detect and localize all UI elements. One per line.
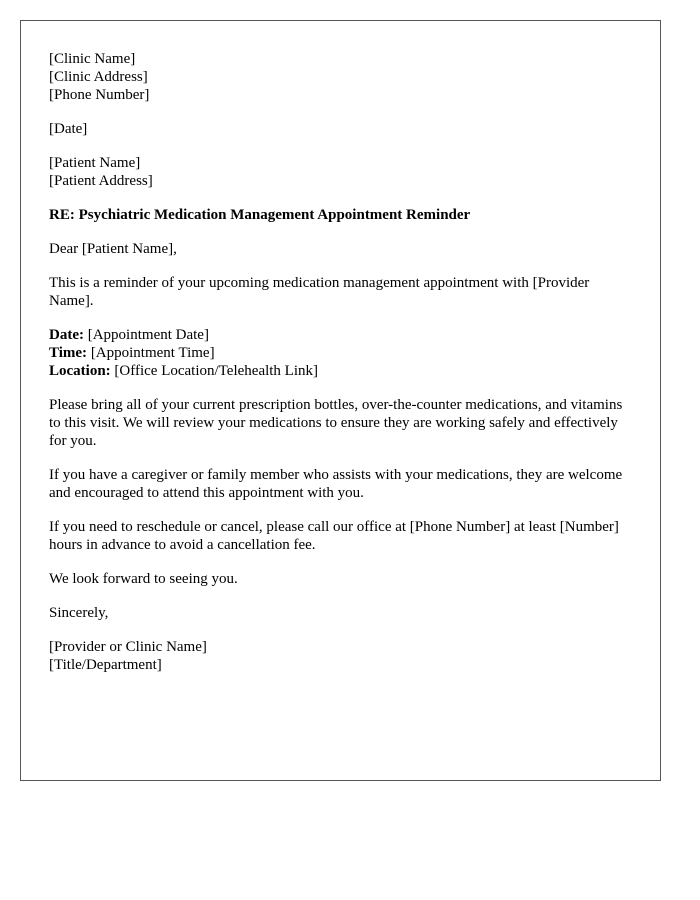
appointment-time-label: Time: <box>49 345 88 361</box>
appointment-time-row <box>49 344 632 362</box>
clinic-address: [Clinic Address] <box>49 69 148 85</box>
sender-block <box>49 50 632 104</box>
signature-block <box>49 638 632 674</box>
appointment-time-value: [Appointment Time] <box>87 345 215 361</box>
bring-medications-paragraph: Please bring all of your current prescription bottles, over-the-counter medications, and vitamins to this visit. We will review your medications to ensure they are working safely and effectively for you. <box>49 397 623 449</box>
appointment-location-value: [Office Location/Telehealth Link] <box>110 363 319 379</box>
intro-paragraph: This is a reminder of your upcoming medication management appointment with [Provider Name]. <box>49 275 590 309</box>
sign-off: Sincerely, <box>49 605 109 621</box>
caregiver-paragraph: If you have a caregiver or family member who assists with your medications, they are welcome and encouraged to attend this appointment with you. <box>49 467 623 501</box>
appointment-location-row <box>49 362 632 380</box>
letter-date: [Date] <box>49 121 88 137</box>
signature-title: [Title/Department] <box>49 657 162 673</box>
recipient-block <box>49 154 632 190</box>
appointment-date-value: [Appointment Date] <box>83 327 209 343</box>
appointment-date-label: Date: <box>49 327 84 343</box>
clinic-phone: [Phone Number] <box>49 87 150 103</box>
appointment-details <box>49 326 632 380</box>
patient-address: [Patient Address] <box>49 173 153 189</box>
closing-line: We look forward to seeing you. <box>49 571 238 587</box>
letter-page <box>20 20 661 781</box>
subject-line: RE: Psychiatric Medication Management Appointment Reminder <box>49 207 471 223</box>
reschedule-paragraph: If you need to reschedule or cancel, please call our office at [Phone Number] at least [Number] hours in advance to avoid a cancellation fee. <box>49 519 619 553</box>
clinic-name: [Clinic Name] <box>49 51 136 67</box>
salutation: Dear [Patient Name], <box>49 241 177 257</box>
patient-name: [Patient Name] <box>49 155 141 171</box>
appointment-date-row <box>49 326 632 344</box>
signature-name: [Provider or Clinic Name] <box>49 639 207 655</box>
appointment-location-label: Location: <box>49 363 111 379</box>
date-block <box>49 120 632 138</box>
